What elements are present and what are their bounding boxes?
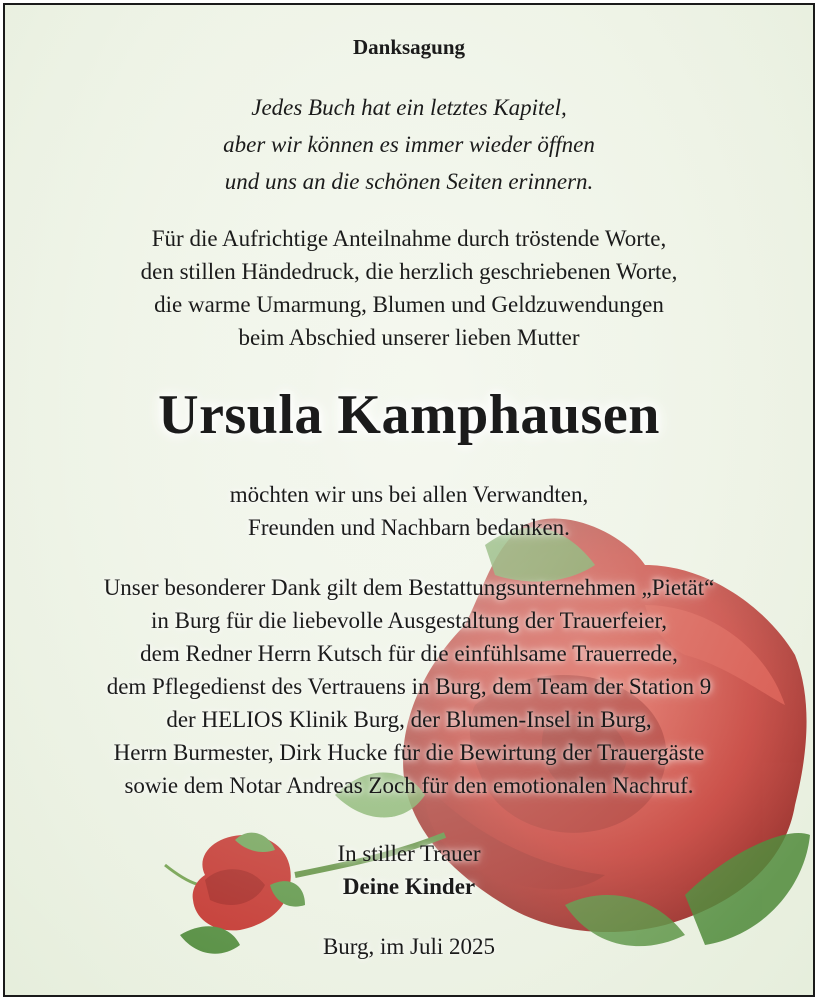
place-date: Burg, im Juli 2025 [322,934,496,959]
intro-line-1: Für die Aufrichtige Anteilnahme durch tröstende Worte, [151,226,667,251]
thanks-line-1: möchten wir uns bei allen Verwandten, [229,482,589,507]
notice-heading: Danksagung [352,35,466,59]
notice-text [5,5,813,995]
quote-line-2: aber wir können es immer wieder öffnen [223,132,595,157]
special-thanks-line-7: sowie dem Notar Andreas Zoch für den emotionalen Nachruf. [124,773,694,798]
quote-line-3: und uns an die schönen Seiten erinnern. [224,169,594,194]
special-thanks-line-1: Unser besonderer Dank gilt dem Bestattungsunternehmen „Pietät“ [103,575,715,600]
quote-line-1: Jedes Buch hat ein letztes Kapitel, [251,95,567,120]
deceased-name: Ursula Kamphausen [158,384,660,446]
special-thanks-line-2: in Burg für die liebevolle Ausgestaltung der Trauerfeier, [150,608,668,633]
intro-line-4: beim Abschied unserer lieben Mutter [238,325,580,350]
special-thanks-line-5: der HELIOS Klinik Burg, der Blumen-Insel in Burg, [166,707,652,732]
intro-line-2: den stillen Händedruck, die herzlich geschriebenen Worte, [140,259,678,284]
signature: Deine Kinder [342,874,476,899]
thanks-line-2: Freunden und Nachbarn bedanken. [248,515,570,540]
special-thanks-line-4: dem Pflegedienst des Vertrauens in Burg, dem Team der Station 9 [106,674,712,699]
intro-line-3: die warme Umarmung, Blumen und Geldzuwendungen [154,292,664,317]
mourning-line: In stiller Trauer [337,841,481,866]
special-thanks-line-6: Herrn Burmester, Dirk Hucke für die Bewirtung der Trauergäste [113,740,705,765]
special-thanks-line-3: dem Redner Herrn Kutsch für die einfühlsame Trauerrede, [140,641,678,666]
obituary-notice [3,3,815,997]
